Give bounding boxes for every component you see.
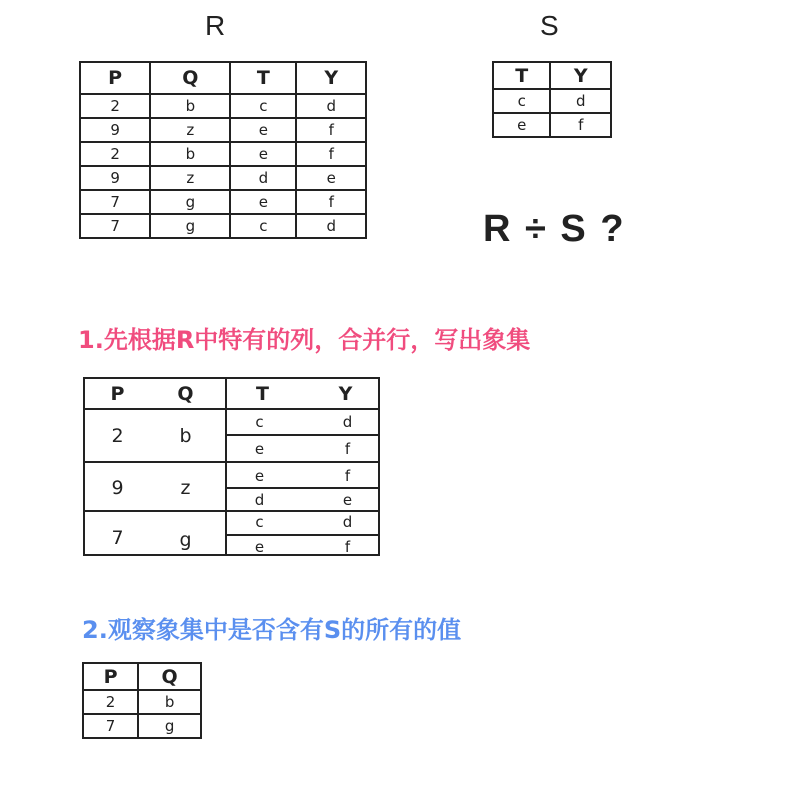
- table-cell: g: [150, 214, 230, 238]
- table-cell: z: [150, 118, 230, 142]
- table-cell: e: [296, 166, 366, 190]
- row-divider: [225, 434, 378, 436]
- image-set-value: f: [344, 440, 351, 458]
- table-cell: b: [150, 94, 230, 118]
- table-row: [493, 89, 611, 113]
- table-row: [80, 118, 366, 142]
- row-divider: [225, 534, 378, 536]
- table-cell: f: [550, 113, 611, 137]
- row-divider: [85, 510, 378, 512]
- table-cell: f: [296, 118, 366, 142]
- table-cell: e: [230, 190, 296, 214]
- table-cell: e: [230, 118, 296, 142]
- column-header: P: [110, 383, 125, 405]
- table-row: [83, 690, 201, 714]
- column-header: T: [230, 62, 296, 94]
- image-set-value: e: [342, 491, 353, 509]
- result-table: [82, 662, 202, 739]
- relation-r-table: [79, 61, 367, 239]
- table-cell: c: [230, 214, 296, 238]
- group-key-p: 7: [111, 527, 124, 549]
- row-divider: [225, 487, 378, 489]
- column-header: T: [493, 62, 550, 89]
- group-key-q: b: [179, 425, 192, 447]
- column-header: Y: [338, 383, 353, 405]
- table-header-row: [493, 62, 611, 89]
- column-divider: [225, 379, 227, 554]
- table-cell: b: [138, 690, 201, 714]
- table-cell: d: [296, 94, 366, 118]
- table-row: [80, 94, 366, 118]
- table-cell: f: [296, 190, 366, 214]
- column-header: Y: [296, 62, 366, 94]
- table-cell: 2: [80, 94, 150, 118]
- image-set-value: f: [344, 538, 351, 556]
- row-divider: [85, 408, 378, 410]
- step-1-caption: 1.先根据R中特有的列，合并行，写出象集: [78, 326, 531, 354]
- table-cell: d: [230, 166, 296, 190]
- column-header: T: [256, 383, 269, 405]
- relation-r-title: R: [205, 10, 226, 41]
- table-cell: 7: [80, 190, 150, 214]
- table-cell: c: [230, 94, 296, 118]
- image-set-value: c: [255, 413, 264, 431]
- group-key-q: z: [180, 477, 191, 499]
- image-set-value: e: [254, 440, 265, 458]
- table-cell: c: [493, 89, 550, 113]
- table-header-row: [83, 663, 201, 690]
- table-cell: g: [150, 190, 230, 214]
- table-row: [80, 190, 366, 214]
- table-row: [83, 714, 201, 738]
- column-header: P: [83, 663, 138, 690]
- table-cell: 9: [80, 166, 150, 190]
- column-header: P: [80, 62, 150, 94]
- table-cell: 7: [83, 714, 138, 738]
- image-set-value: d: [342, 513, 353, 531]
- table-cell: d: [550, 89, 611, 113]
- table-cell: d: [296, 214, 366, 238]
- table-cell: f: [296, 142, 366, 166]
- table-cell: 9: [80, 118, 150, 142]
- column-header: Q: [177, 383, 194, 405]
- image-set-table: [83, 377, 380, 556]
- table-row: [80, 142, 366, 166]
- table-cell: 2: [83, 690, 138, 714]
- division-expression: R ÷ S ?: [483, 208, 626, 250]
- table-header-row: [80, 62, 366, 94]
- table-cell: e: [493, 113, 550, 137]
- group-key-q: g: [179, 529, 192, 551]
- group-key-p: 2: [111, 425, 124, 447]
- table-row: [493, 113, 611, 137]
- row-divider: [85, 461, 378, 463]
- image-set-value: d: [342, 413, 353, 431]
- column-header: Q: [138, 663, 201, 690]
- step-2-caption: 2.观察象集中是否含有S的所有的值: [82, 616, 462, 644]
- table-cell: 2: [80, 142, 150, 166]
- group-key-p: 9: [111, 477, 124, 499]
- table-cell: g: [138, 714, 201, 738]
- column-header: Q: [150, 62, 230, 94]
- relation-s-title: S: [540, 10, 559, 41]
- table-row: [80, 166, 366, 190]
- image-set-value: e: [254, 538, 265, 556]
- table-cell: e: [230, 142, 296, 166]
- table-cell: z: [150, 166, 230, 190]
- relation-s-table: [492, 61, 612, 138]
- table-cell: b: [150, 142, 230, 166]
- image-set-value: d: [254, 491, 265, 509]
- column-header: Y: [550, 62, 611, 89]
- image-set-value: e: [254, 467, 265, 485]
- image-set-value: c: [255, 513, 264, 531]
- table-cell: 7: [80, 214, 150, 238]
- image-set-value: f: [344, 467, 351, 485]
- table-row: [80, 214, 366, 238]
